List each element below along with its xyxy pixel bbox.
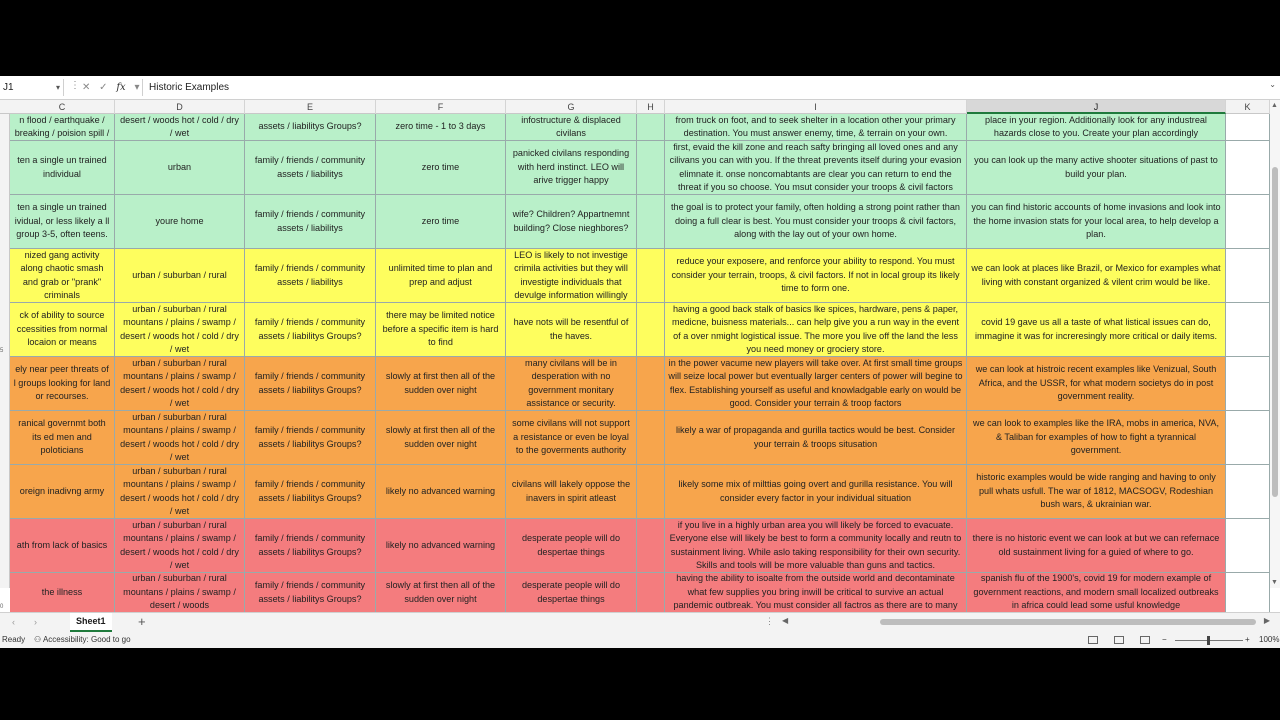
cell-h[interactable] — [637, 519, 665, 573]
cell-text: many civilans will be in desperation with no government monitary assistance or security. — [525, 357, 617, 408]
name-box[interactable] — [0, 79, 64, 96]
status-bar — [0, 632, 1280, 648]
normal-view-icon[interactable] — [1088, 636, 1098, 644]
prev-sheet-icon[interactable]: ‹ — [12, 617, 15, 627]
cell-text: nized gang activity along chaotic smash and grab or "prank" criminals — [20, 249, 104, 300]
cell-text: ely near peer threats of l groups looking for land or recourses. — [13, 364, 111, 402]
cell-h[interactable] — [637, 114, 665, 141]
cell-c[interactable] — [10, 357, 115, 411]
row-header[interactable]: 0 — [0, 604, 4, 610]
scroll-left-icon[interactable]: ◀ — [782, 616, 789, 625]
cell-e[interactable] — [245, 573, 376, 613]
cell-i[interactable] — [665, 249, 967, 303]
cell-text: wife? Children? Appartnemnt building? Close nieghbores? — [512, 209, 630, 233]
cell-text: family / friends / community assets / liabilitys Groups? — [254, 580, 366, 604]
cell-text: covid 19 gave us all a taste of what listical issues can do, immagine it was for increresingly more critical or daily items. — [974, 317, 1218, 341]
cell-text: desert / woods hot / cold / dry / wet — [120, 114, 239, 138]
cell-text: we can look to examples like the IRA, mobs in america, NVA, & Taliban for examples of how to fight a tyrannical government. — [973, 418, 1219, 456]
cell-text: ath from lack of basics — [16, 539, 108, 550]
cell-e[interactable] — [245, 249, 376, 303]
cell-h[interactable] — [637, 141, 665, 195]
cell-g[interactable] — [506, 249, 637, 303]
column-header-k[interactable]: K — [1226, 100, 1270, 114]
cell-i[interactable] — [665, 303, 967, 357]
cell-text: ten a single un trained ividual, or less likely a ll group 3-5, often teens. — [14, 202, 110, 240]
cell-e[interactable] — [245, 357, 376, 411]
cell-text: family / friends / community assets / liabilitys Groups? — [254, 317, 366, 341]
cell-text: n flood / earthquake / breaking / poision spill / — [14, 114, 110, 138]
cell-k[interactable] — [1226, 303, 1270, 357]
table-row — [10, 411, 1226, 465]
cell-k[interactable] — [1226, 249, 1270, 303]
cell-text: urban / suburban / rural — [132, 269, 227, 280]
scroll-right-icon[interactable]: ▶ — [1263, 616, 1270, 625]
column-header-g[interactable]: G — [506, 100, 637, 114]
cell-j[interactable] — [967, 411, 1226, 465]
cell-c[interactable] — [10, 519, 115, 573]
cell-h[interactable] — [637, 573, 665, 613]
fx-dropdown-icon[interactable]: ▾ — [134, 82, 140, 93]
cell-i[interactable] — [665, 114, 967, 141]
page-layout-view-icon[interactable] — [1114, 636, 1124, 644]
formula-actions — [82, 79, 146, 96]
formula-input[interactable]: Historic Examples — [142, 79, 1268, 96]
cell-i[interactable] — [665, 519, 967, 573]
cell-text: having a good back stalk of basics lke spices, hardware, pens & paper, medicne, buisness materials... can help give you a run way in the event of a over nmight logistical issue. The more you live off the land the less you need money or grociery store. — [671, 303, 960, 354]
cell-g[interactable] — [506, 114, 637, 141]
cell-text: family / friends / community assets / liabilitys — [254, 155, 366, 179]
horizontal-scrollbar[interactable] — [782, 616, 1270, 628]
insert-function-icon[interactable]: fx — [116, 82, 126, 93]
spreadsheet-app — [0, 76, 1280, 648]
scroll-up-icon[interactable]: ▲ — [1271, 102, 1278, 109]
accessibility-icon: ⚇ — [34, 635, 43, 644]
column-header-h[interactable]: H — [637, 100, 665, 114]
table-row — [10, 465, 1226, 519]
cell-d[interactable] — [115, 249, 245, 303]
cell-text: youre home — [155, 215, 204, 226]
cell-g[interactable] — [506, 411, 637, 465]
cell-j[interactable] — [967, 303, 1226, 357]
zoom-in-icon[interactable]: + — [1245, 635, 1250, 644]
cell-g[interactable] — [506, 195, 637, 249]
cell-k[interactable] — [1226, 141, 1270, 195]
status-ready: Ready — [2, 635, 26, 644]
table-row — [10, 249, 1226, 303]
cell-text: oreign inadivng army — [19, 485, 105, 496]
cell-text: in the power vacume new players will take over. At first small time groups will seize local power but eventually larger centers of power will begine to flex. Establishing yourself as useful and knowladgable early on would be good. Consider your terrain & troop factors — [668, 357, 963, 408]
cell-text: likely no advanced warning — [385, 485, 496, 496]
cell-text: likely no advanced warning — [385, 539, 496, 550]
horizontal-scroll-thumb[interactable] — [880, 619, 1256, 625]
cell-c[interactable] — [10, 465, 115, 519]
cell-text: from truck on foot, and to seek shelter in a location other your primary destination. You must answer enemy, time, & terrain on your own. — [675, 114, 956, 138]
cell-text: we can look at places like Brazil, or Mexico for examples what living with constant organized & vilent crim would be like. — [971, 263, 1221, 287]
cell-text: we can look at histroic recent examples like Venizual, South Africa, and the USSR, for what modern societys do in post government reality. — [975, 364, 1217, 402]
view-buttons — [1088, 632, 1166, 648]
cell-text: infostructure & displaced civilans — [521, 114, 621, 138]
cell-h[interactable] — [637, 357, 665, 411]
cell-d[interactable] — [115, 411, 245, 465]
cell-c[interactable] — [10, 411, 115, 465]
cell-text: unlimited time to plan and prep and adjust — [388, 263, 493, 287]
cell-text: the goal is to protect your family, often holding a strong point rather than doing a full clear is best. You must consider your troops & civil factors, along with the lay out of your own home. — [671, 202, 960, 240]
cell-f[interactable] — [376, 114, 506, 141]
cell-g[interactable] — [506, 141, 637, 195]
vertical-scroll-thumb[interactable] — [1272, 167, 1278, 497]
add-sheet-icon[interactable]: + — [138, 614, 146, 629]
cell-k[interactable] — [1226, 573, 1270, 613]
cell-f[interactable] — [376, 303, 506, 357]
cell-f[interactable] — [376, 249, 506, 303]
cell-text: zero time - 1 to 3 days — [395, 121, 486, 132]
table-row — [10, 114, 1226, 141]
cell-text: likely some mix of milttias going overt and gurilla resistance. You will consider every factor in your individual situation — [678, 479, 953, 503]
cell-text: LEO is likely to not investige crimila activities but they will investigte individuals that devulge information willingly — [514, 249, 628, 300]
cell-text: reduce your exposere, and renforce your ability to respond. You must consider your terrain, troops, & civil factors. If not in local group its likely time to form one. — [671, 256, 960, 294]
scroll-down-icon[interactable]: ▼ — [1271, 579, 1278, 586]
table-row — [10, 195, 1226, 249]
cell-text: ten a single un trained individual — [17, 155, 107, 179]
row-header[interactable]: 5 — [0, 348, 4, 354]
cell-text: family / friends / community assets / liabilitys Groups? — [254, 533, 366, 557]
cell-text: you can find historic accounts of home invasions and look into the home invasion stats for your local area, to help develop a plan. — [971, 202, 1221, 240]
cell-i[interactable] — [665, 195, 967, 249]
zoom-level[interactable]: 100% — [1259, 635, 1280, 644]
cell-text: there is no historic event we can look at but we can refernace old sustainment living for a guied of where to go. — [972, 533, 1220, 557]
cell-j[interactable] — [967, 465, 1226, 519]
cell-text: urban / suburban / rural mountans / plains / swamp / desert / woods — [123, 573, 236, 611]
cell-c[interactable] — [10, 249, 115, 303]
cell-text: historic examples would be wide ranging and having to only pull whats usfull. The war of 1812, MACSOGV, Rodeshian bush wars, & ukrainian war. — [976, 472, 1216, 510]
cell-h[interactable] — [637, 411, 665, 465]
cell-j[interactable] — [967, 141, 1226, 195]
cell-text: likely a war of propaganda and gurilla tactics would be best. Consider your terrain & troops situsation — [675, 425, 956, 449]
sheet-tab-bar — [0, 612, 1280, 632]
cell-text: there may be limited notice before a specific item is hard to find — [382, 310, 499, 348]
name-box-dropdown-icon[interactable]: ▾ — [55, 83, 60, 92]
cell-f[interactable] — [376, 141, 506, 195]
accessibility-label: Accessibility: Good to go — [42, 635, 131, 644]
cell-text: have nots will be resentful of the haves. — [513, 317, 629, 341]
cell-k[interactable] — [1226, 357, 1270, 411]
cell-j[interactable] — [967, 519, 1226, 573]
cell-d[interactable] — [115, 141, 245, 195]
cell-text: zero time — [421, 161, 460, 172]
table-row — [10, 573, 1226, 613]
table-row — [10, 519, 1226, 573]
page-break-view-icon[interactable] — [1140, 636, 1150, 644]
cell-text: ck of ability to source ccessities from normal locaion or means — [16, 310, 108, 348]
next-sheet-icon[interactable]: › — [34, 617, 37, 627]
cell-e[interactable] — [245, 303, 376, 357]
cell-h[interactable] — [637, 465, 665, 519]
cell-j[interactable] — [967, 195, 1226, 249]
vertical-scrollbar[interactable] — [1270, 100, 1280, 588]
cell-e[interactable] — [245, 114, 376, 141]
cell-text: urban / suburban / rural mountans / plains / swamp / desert / woods hot / cold / dry / wet — [120, 465, 239, 516]
cell-e[interactable] — [245, 465, 376, 519]
cell-j[interactable] — [967, 357, 1226, 411]
cancel-icon[interactable]: ✕ — [82, 82, 91, 93]
cell-text: urban / suburban / rural mountans / plains / swamp / desert / woods hot / cold / dry / wet — [120, 357, 239, 408]
cell-d[interactable] — [115, 303, 245, 357]
zoom-out-icon[interactable]: − — [1162, 635, 1167, 644]
table-row — [10, 357, 1226, 411]
cell-j[interactable] — [967, 114, 1226, 141]
column-header-d[interactable]: D — [115, 100, 245, 114]
zoom-slider-knob[interactable] — [1207, 636, 1210, 645]
cell-i[interactable] — [665, 357, 967, 411]
confirm-icon[interactable]: ✓ — [99, 82, 108, 93]
cell-k[interactable] — [1226, 465, 1270, 519]
cell-f[interactable] — [376, 573, 506, 613]
column-header-j[interactable]: J — [967, 100, 1226, 114]
cell-h[interactable] — [637, 195, 665, 249]
cell-text: family / friends / community assets / liabilitys Groups? — [254, 371, 366, 395]
cell-g[interactable] — [506, 519, 637, 573]
column-header-c[interactable]: C — [10, 100, 115, 114]
cell-text: spanish flu of the 1900's, covid 19 for modern example of government reactions, and modern small localized outbreaks in africa could lead some usful knowledge — [973, 573, 1219, 611]
cell-text: panicked civilans responding with herd instinct. LEO will arive trigger happy — [512, 148, 630, 186]
name-box-value: J1 — [3, 82, 14, 93]
table-row — [10, 303, 1226, 357]
cell-e[interactable] — [245, 195, 376, 249]
cell-e[interactable] — [245, 519, 376, 573]
cell-text: urban / suburban / rural mountans / plains / swamp / desert / woods hot / cold / dry / wet — [120, 303, 239, 354]
cell-text: family / friends / community assets / liabilitys — [254, 263, 366, 287]
cell-f[interactable] — [376, 411, 506, 465]
tab-split-handle-icon[interactable]: ⋮ — [765, 616, 774, 626]
cell-text: family / friends / community assets / liabilitys Groups? — [254, 479, 366, 503]
cell-text: if you live in a highly urban area you will likely be forced to evacuate. Everyone else will likely be best to form a community locally and reutn to sustainment living. While aslo taking responsibility for their own security. Skills and tools will be more valuable than guns and tactics. — [669, 519, 962, 570]
cell-g[interactable] — [506, 303, 637, 357]
cell-f[interactable] — [376, 357, 506, 411]
cell-text: ranical governmt both its ed men and poloticians — [18, 418, 106, 456]
cell-text: zero time — [421, 215, 460, 226]
formula-bar — [0, 76, 1280, 100]
cell-k[interactable] — [1226, 114, 1270, 141]
cell-c[interactable] — [10, 573, 115, 613]
cell-text: having the ability to isoalte from the outside world and decontaminate what few supplies you bring inwill be critical to survive an actual pandemic outbreak. You must consider all factros as there are to many — [673, 573, 958, 611]
cell-h[interactable] — [637, 249, 665, 303]
cell-text: urban — [167, 161, 192, 172]
cell-text: you can look up the many active shooter situations of past to build your plan. — [974, 155, 1218, 179]
cell-text: place in your region. Additionally look for any industreal hazards close to you. Create your plan accordingly — [985, 114, 1207, 138]
cell-j[interactable] — [967, 573, 1226, 613]
cell-text: slowly at first then all of the sudden over night — [385, 425, 496, 449]
column-header-i[interactable]: I — [665, 100, 967, 114]
sheet-tab-sheet1[interactable]: Sheet1 — [70, 613, 112, 632]
row-headers — [0, 114, 10, 610]
cell-d[interactable] — [115, 114, 245, 141]
expand-formula-bar-icon[interactable]: ⌄ — [1269, 80, 1276, 89]
cell-i[interactable] — [665, 573, 967, 613]
cell-text: urban / suburban / rural mountans / plains / swamp / desert / woods hot / cold / dry / wet — [120, 519, 239, 570]
cell-text: desperate people will do despertae things — [521, 580, 621, 604]
cell-text: slowly at first then all of the sudden over night — [385, 580, 496, 604]
cell-text: the illness — [41, 586, 83, 597]
cell-k[interactable] — [1226, 195, 1270, 249]
cell-i[interactable] — [665, 141, 967, 195]
cell-c[interactable] — [10, 303, 115, 357]
cell-d[interactable] — [115, 195, 245, 249]
cell-i[interactable] — [665, 465, 967, 519]
column-header-e[interactable]: E — [245, 100, 376, 114]
cell-g[interactable] — [506, 357, 637, 411]
cell-c[interactable] — [10, 141, 115, 195]
cell-k[interactable] — [1226, 519, 1270, 573]
cell-text: first, evaid the kill zone and reach safty bringing all loved ones and any cilivans you can with you. If the threat prevents itself during your evasion elimnate it. onse noncomabtants are clear you can return to end the threat if you so choose. You msut consider your troops & civil factors — [669, 141, 962, 192]
cell-d[interactable] — [115, 465, 245, 519]
cell-e[interactable] — [245, 141, 376, 195]
cell-c[interactable] — [10, 195, 115, 249]
cell-d[interactable] — [115, 357, 245, 411]
cell-j[interactable] — [967, 249, 1226, 303]
column-headers — [0, 100, 1270, 114]
cell-text: slowly at first then all of the sudden over night — [385, 371, 496, 395]
accessibility-status[interactable] — [34, 632, 131, 648]
worksheet-grid[interactable] — [0, 100, 1270, 611]
cell-text: urban / suburban / rural mountans / plains / swamp / desert / woods hot / cold / dry / wet — [120, 411, 239, 462]
cell-text: assets / liabilitys Groups? — [258, 121, 362, 132]
cell-f[interactable] — [376, 519, 506, 573]
cell-f[interactable] — [376, 195, 506, 249]
cell-k[interactable] — [1226, 411, 1270, 465]
cell-d[interactable] — [115, 573, 245, 613]
cell-h[interactable] — [637, 303, 665, 357]
cell-text: family / friends / community assets / liabilitys Groups? — [254, 425, 366, 449]
cell-f[interactable] — [376, 465, 506, 519]
column-header-f[interactable]: F — [376, 100, 506, 114]
cell-text: desperate people will do despertae things — [521, 533, 621, 557]
cell-d[interactable] — [115, 519, 245, 573]
cell-text: some civilans will not support a resistance or even be loyal to the goverments authority — [512, 418, 630, 456]
cell-e[interactable] — [245, 411, 376, 465]
cell-i[interactable] — [665, 411, 967, 465]
more-options-icon[interactable]: ⋮ — [70, 80, 80, 91]
table-row — [10, 141, 1226, 195]
cell-text: civilans will lakely oppose the inavers in spirit atleast — [511, 479, 631, 503]
cell-g[interactable] — [506, 573, 637, 613]
cell-text: family / friends / community assets / liabilitys — [254, 209, 366, 233]
cell-g[interactable] — [506, 465, 637, 519]
cell-c[interactable] — [10, 114, 115, 141]
